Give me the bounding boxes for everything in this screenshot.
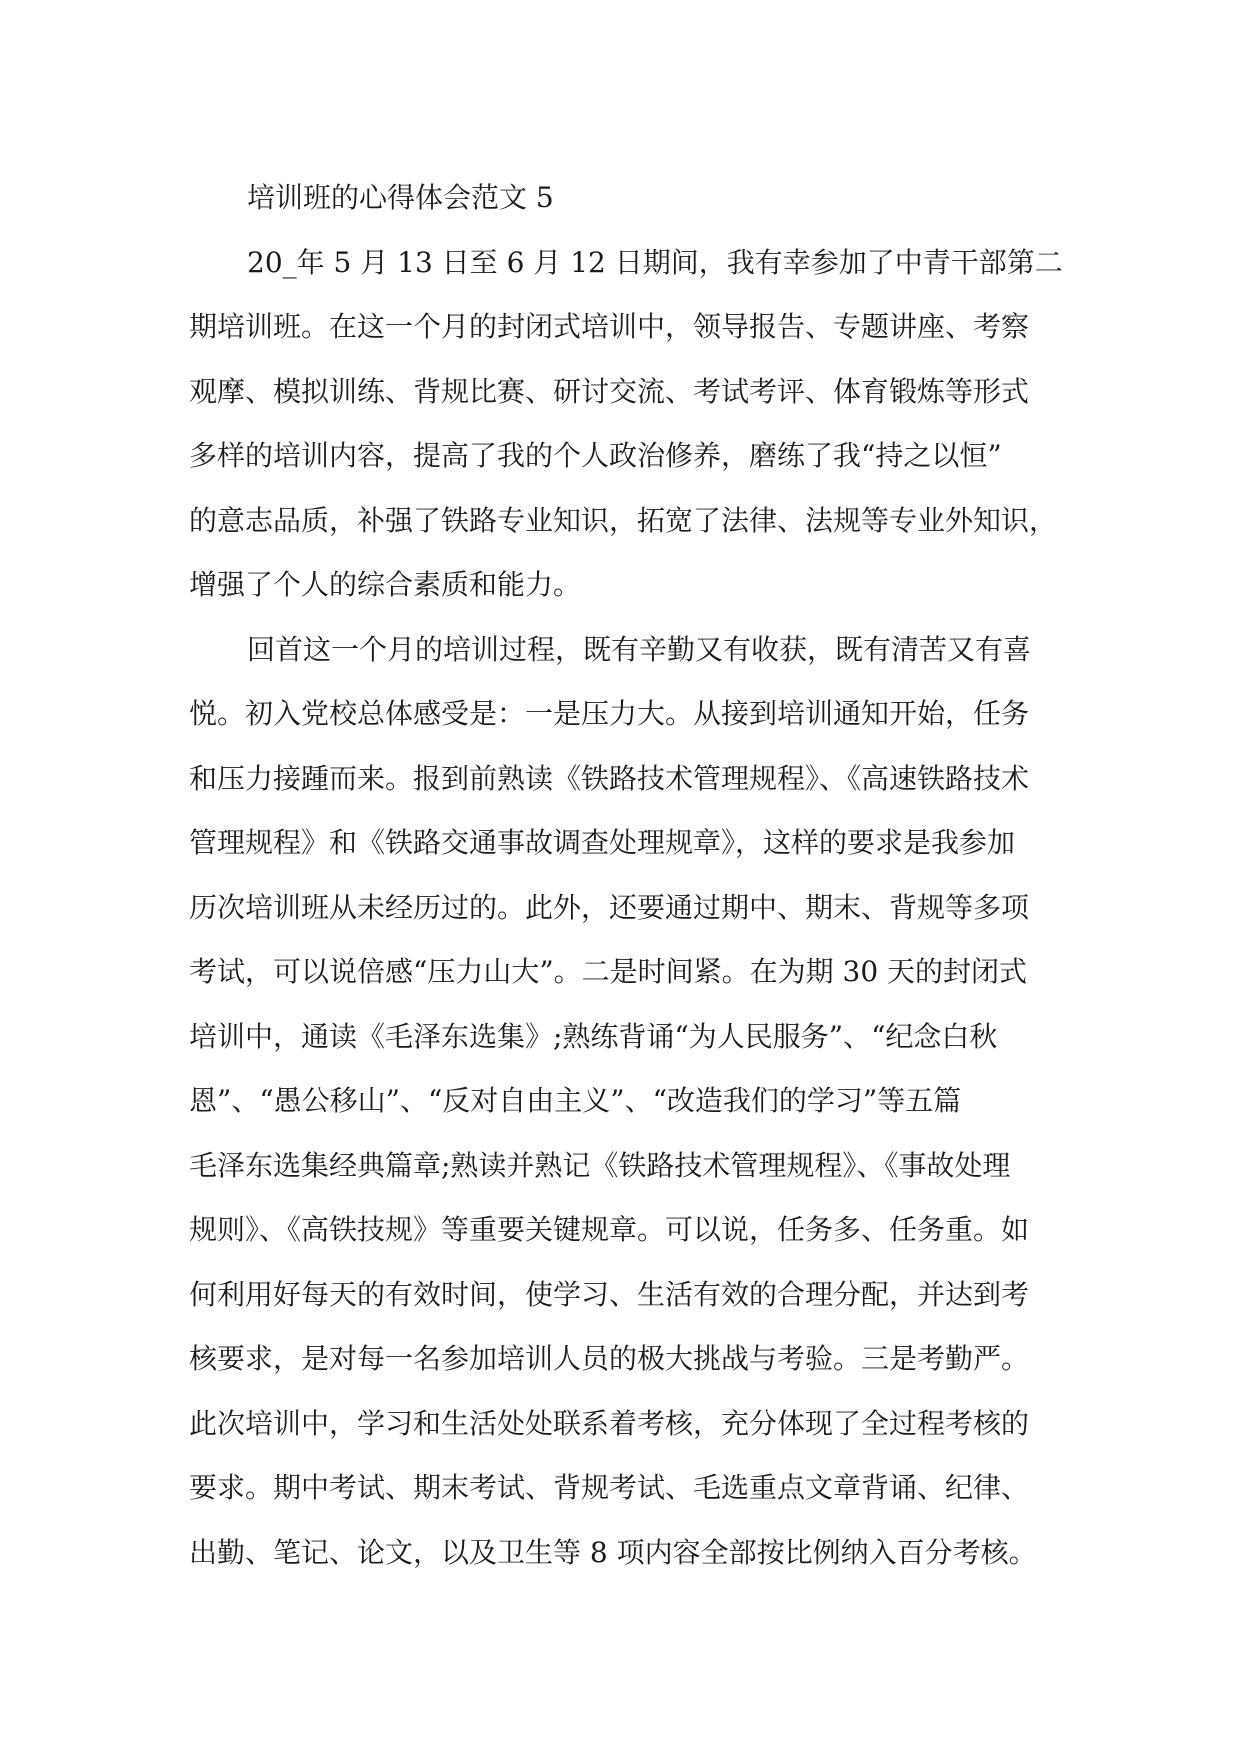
paragraph-line: 悦。初入党校总体感受是：一是压力大。从接到培训通知开始，任务 <box>189 697 1030 730</box>
paragraph-line: 期培训班。在这一个月的封闭式培训中，领导报告、专题讲座、考察 <box>189 310 1030 343</box>
paragraph-line: 20_年 5 月 13 日至 6 月 12 日期间，我有幸参加了中青干部第二 <box>247 245 1063 279</box>
paragraph-line: 历次培训班从未经历过的。此外，还要通过期中、期末、背规等多项 <box>189 890 1030 924</box>
paragraph-line: 何利用好每天的有效时间，使学习、生活有效的合理分配，并达到考 <box>189 1277 1030 1311</box>
paragraph-line: 回首这一个月的培训过程，既有辛勤又有收获，既有清苦又有喜 <box>247 632 1032 666</box>
paragraph-line: 培训中，通读《毛泽东选集》;熟练背诵“为人民服务”、“纪念白秋 <box>189 1019 998 1053</box>
paragraph-line: 的意志品质，补强了铁路专业知识，拓宽了法律、法规等专业外知识， <box>189 503 1058 537</box>
paragraph-line: 管理规程》和《铁路交通事故调查处理规章》，这样的要求是我参加 <box>189 826 1016 859</box>
document-title: 培训班的心得体会范文 5 <box>247 181 554 214</box>
paragraph-line: 恩”、“愚公移山”、“反对自由主义”、“改造我们的学习”等五篇 <box>189 1084 962 1117</box>
paragraph-line: 考试，可以说倍感“压力山大”。二是时间紧。在为期 30 天的封闭式 <box>189 955 1028 988</box>
paragraph-line: 毛泽东选集经典篇章;熟读并熟记《铁路技术管理规程》、《事故处理 <box>189 1148 1011 1182</box>
paragraph-line: 增强了个人的综合素质和能力。 <box>189 568 582 601</box>
paragraph-2 <box>189 618 1059 1586</box>
paragraph-line: 出勤、笔记、论文，以及卫生等 8 项内容全部按比例纳入百分考核。 <box>189 1535 1037 1569</box>
paragraph-1 <box>189 231 1063 618</box>
paragraph-line: 观摩、模拟训练、背规比赛、研讨交流、考试考评、体育锻炼等形式 <box>189 374 1030 408</box>
paragraph-line: 核要求，是对每一名参加培训人员的极大挑战与考验。三是考勤严。 <box>189 1342 1030 1375</box>
document-body <box>189 166 1063 1585</box>
paragraph-line: 要求。期中考试、期末考试、背规考试、毛选重点文章背诵、纪律、 <box>189 1471 1030 1504</box>
paragraph-line: 多样的培训内容，提高了我的个人政治修养，磨练了我“持之以恒” <box>189 439 1002 472</box>
paragraph-line: 和压力接踵而来。报到前熟读《铁路技术管理规程》、《高速铁路技术 <box>189 761 1030 795</box>
paragraph-line: 此次培训中，学习和生活处处联系着考核，充分体现了全过程考核的 <box>189 1406 1030 1440</box>
paragraph-line: 规则》、《高铁技规》等重要关键规章。可以说，任务多、任务重。如 <box>189 1213 1030 1246</box>
